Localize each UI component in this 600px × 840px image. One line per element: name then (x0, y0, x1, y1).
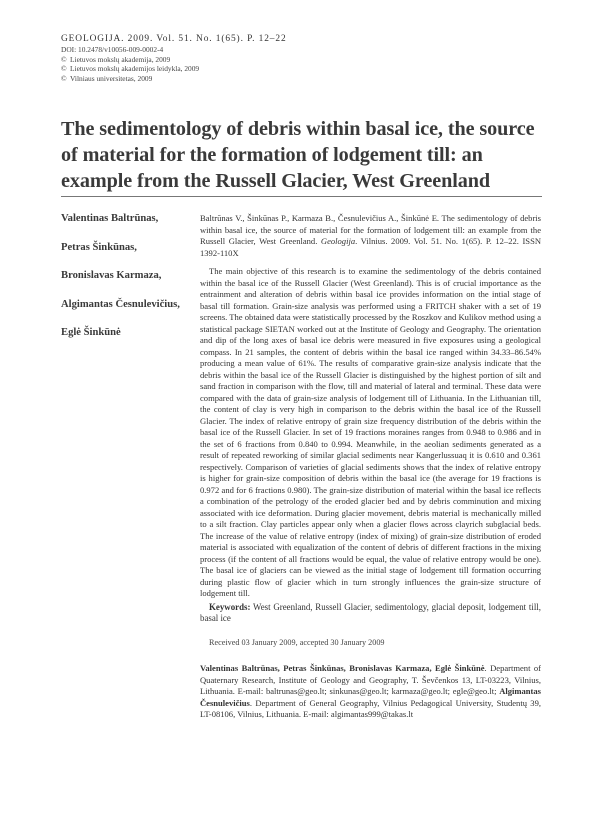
title-divider (61, 196, 542, 197)
copyright-line: © Vilniaus universitetas, 2009 (61, 73, 153, 83)
author-name: Eglė Šinkūnė (61, 327, 121, 338)
author-name: Algimantas Česnulevičius, (61, 298, 180, 310)
copyright-line: © Lietuvos mokslų akademijos leidykla, 2009 (61, 64, 200, 74)
journal-reference: GEOLOGIJA. 2009. Vol. 51. No. 1(65). P. 12–22 (61, 34, 287, 44)
copyright-line: © Lietuvos mokslų akademija, 2009 (61, 54, 171, 64)
paper-title: The sedimentology of debris within basal ice, the source of material for the formation of lodgement till: an example from the Russell Glacier, West Greenland (61, 118, 535, 192)
author-name: Bronislavas Karmaza, (61, 270, 162, 281)
doi-line: DOI: 10.2478/v10056-009-0002-4 (61, 45, 164, 54)
keywords: Keywords: West Greenland, Russell Glacier, sedimentology, glacial deposit, lodgement till, basal ice (200, 601, 541, 623)
author-affiliations: Valentinas Baltrūnas, Petras Šinkūnas, Bronislavas Karmaza, Eglė Šinkūnė. Department of Quaternary Research, Institute of Geology and Geography, T. Ševčenkos 13, LT-03223, Vilnius, Lithuania. E-mail: baltrunas@geo.lt; sinkunas@geo.lt; karmaza@geo.lt; egle@geo.lt; Algimantas Česnulevičius. Department of General Geography, Vilnius Pedagogical University, Studentų 39, LT-08106, Vilnius, Lithuania. E-mail: algimantas999@takas.lt (200, 663, 541, 719)
copyright-icon: © (61, 54, 67, 64)
abstract-column (200, 213, 541, 721)
author-list (61, 212, 191, 355)
author-name: Valentinas Baltrūnas, (61, 213, 159, 224)
author-name: Petras Šinkūnas, (61, 241, 137, 253)
copyright-icon: © (61, 73, 67, 83)
copyright-icon: © (61, 64, 67, 74)
journal-name: Geologija (320, 236, 356, 246)
keywords-label: Keywords: (209, 601, 251, 612)
abstract-text: The main objective of this research is to examine the sedimentology of the debris contained within the basal ice of the Russell Glacier (West Greenland). This is of crucial importance as the entrainment and alteration of debris within basal ice provides information on the intial stage of basal till formation. Grain-size analysis was performed using a FRITCH shaker with a set of 19 screens. The obtained data were statistically processed by the Roszkov and Kulikov method using a statistical package SIETAN worked out at the Institute of Geology and Geography. The orientation and dip of the long axes of basal ice debris were measured in five exposures using a geological compass. In 21 samples, the content of debris within the basal ice ranged within 34.33–86.54% producing a mean value of 61%. The results of comparative grain-size analysis indicate that the debris within the basal ice of the Russell Glacier is distinguished by the highest portion of silt and sand fraction in comparison with the flow, till and material of lateral and terminal. These data were compared with the data of grain-size analysis of lodgement till of Lithuania. In the Lithuanian till, the content of clay is very high in comparison to the debris within the basal ice of the Russell Glacier. The index of relative entropy of grain size frequency distribution of the debris within the basal ice of the Russell Glacier. In set of 19 fractions moraines ranges from 0.948 to 0.986 and in the set of 6 fractions from 0.840 to 0.994. Meanwhile, in the aeolian sediments generated as a result of repeated reworking of similar glacial sediments near Kangerlussuaq it is 0.610 and 0.361 respectively. Comparison of varieties of glacial sediments shows that the index of relative entropy is higher for grain-size composition of debris within the basal ice (the average for 19 fractions is 0.972 and for 6 fractions 0.980). The grain-size distribution of material within the basal ice reflects a combination of the petrology of the eroded glacier bed and by debris comminution and mixing associated with ice deformation. During glacier movement, debris material is mechanically milled to a silt fraction. Clay particles appear only when a glacier flows across clayrich subglacial beds. The increase of the value of relative entropy (index of mixing) of grain-size distribution of eroded material is associated with equalization of the content of debris of different fractions in the mixing process (if the content of all fractions would be equal, the value of relative entropy would be one). The basal ice of glaciers can be viewed as the initial stage of lodgement till formation occurring during plastic flow of glacier which in turn strongly influences the grain-size structure of lodgement till. (200, 266, 541, 598)
received-date: Received 03 January 2009, accepted 30 January 2009 (209, 637, 385, 647)
journal-header (61, 33, 561, 83)
citation: Baltrūnas V., Šinkūnas P., Karmaza B., Česnulevičius A., Šinkūnė E. The sedimentology of debris within basal ice, the source of material for the formation of lodgement till: an example from the Russell Glacier, West Greenland. Geologija. Vilnius. 2009. Vol. 51. No. 1(65). P. 12–22. ISSN 1392-110X (200, 213, 541, 258)
